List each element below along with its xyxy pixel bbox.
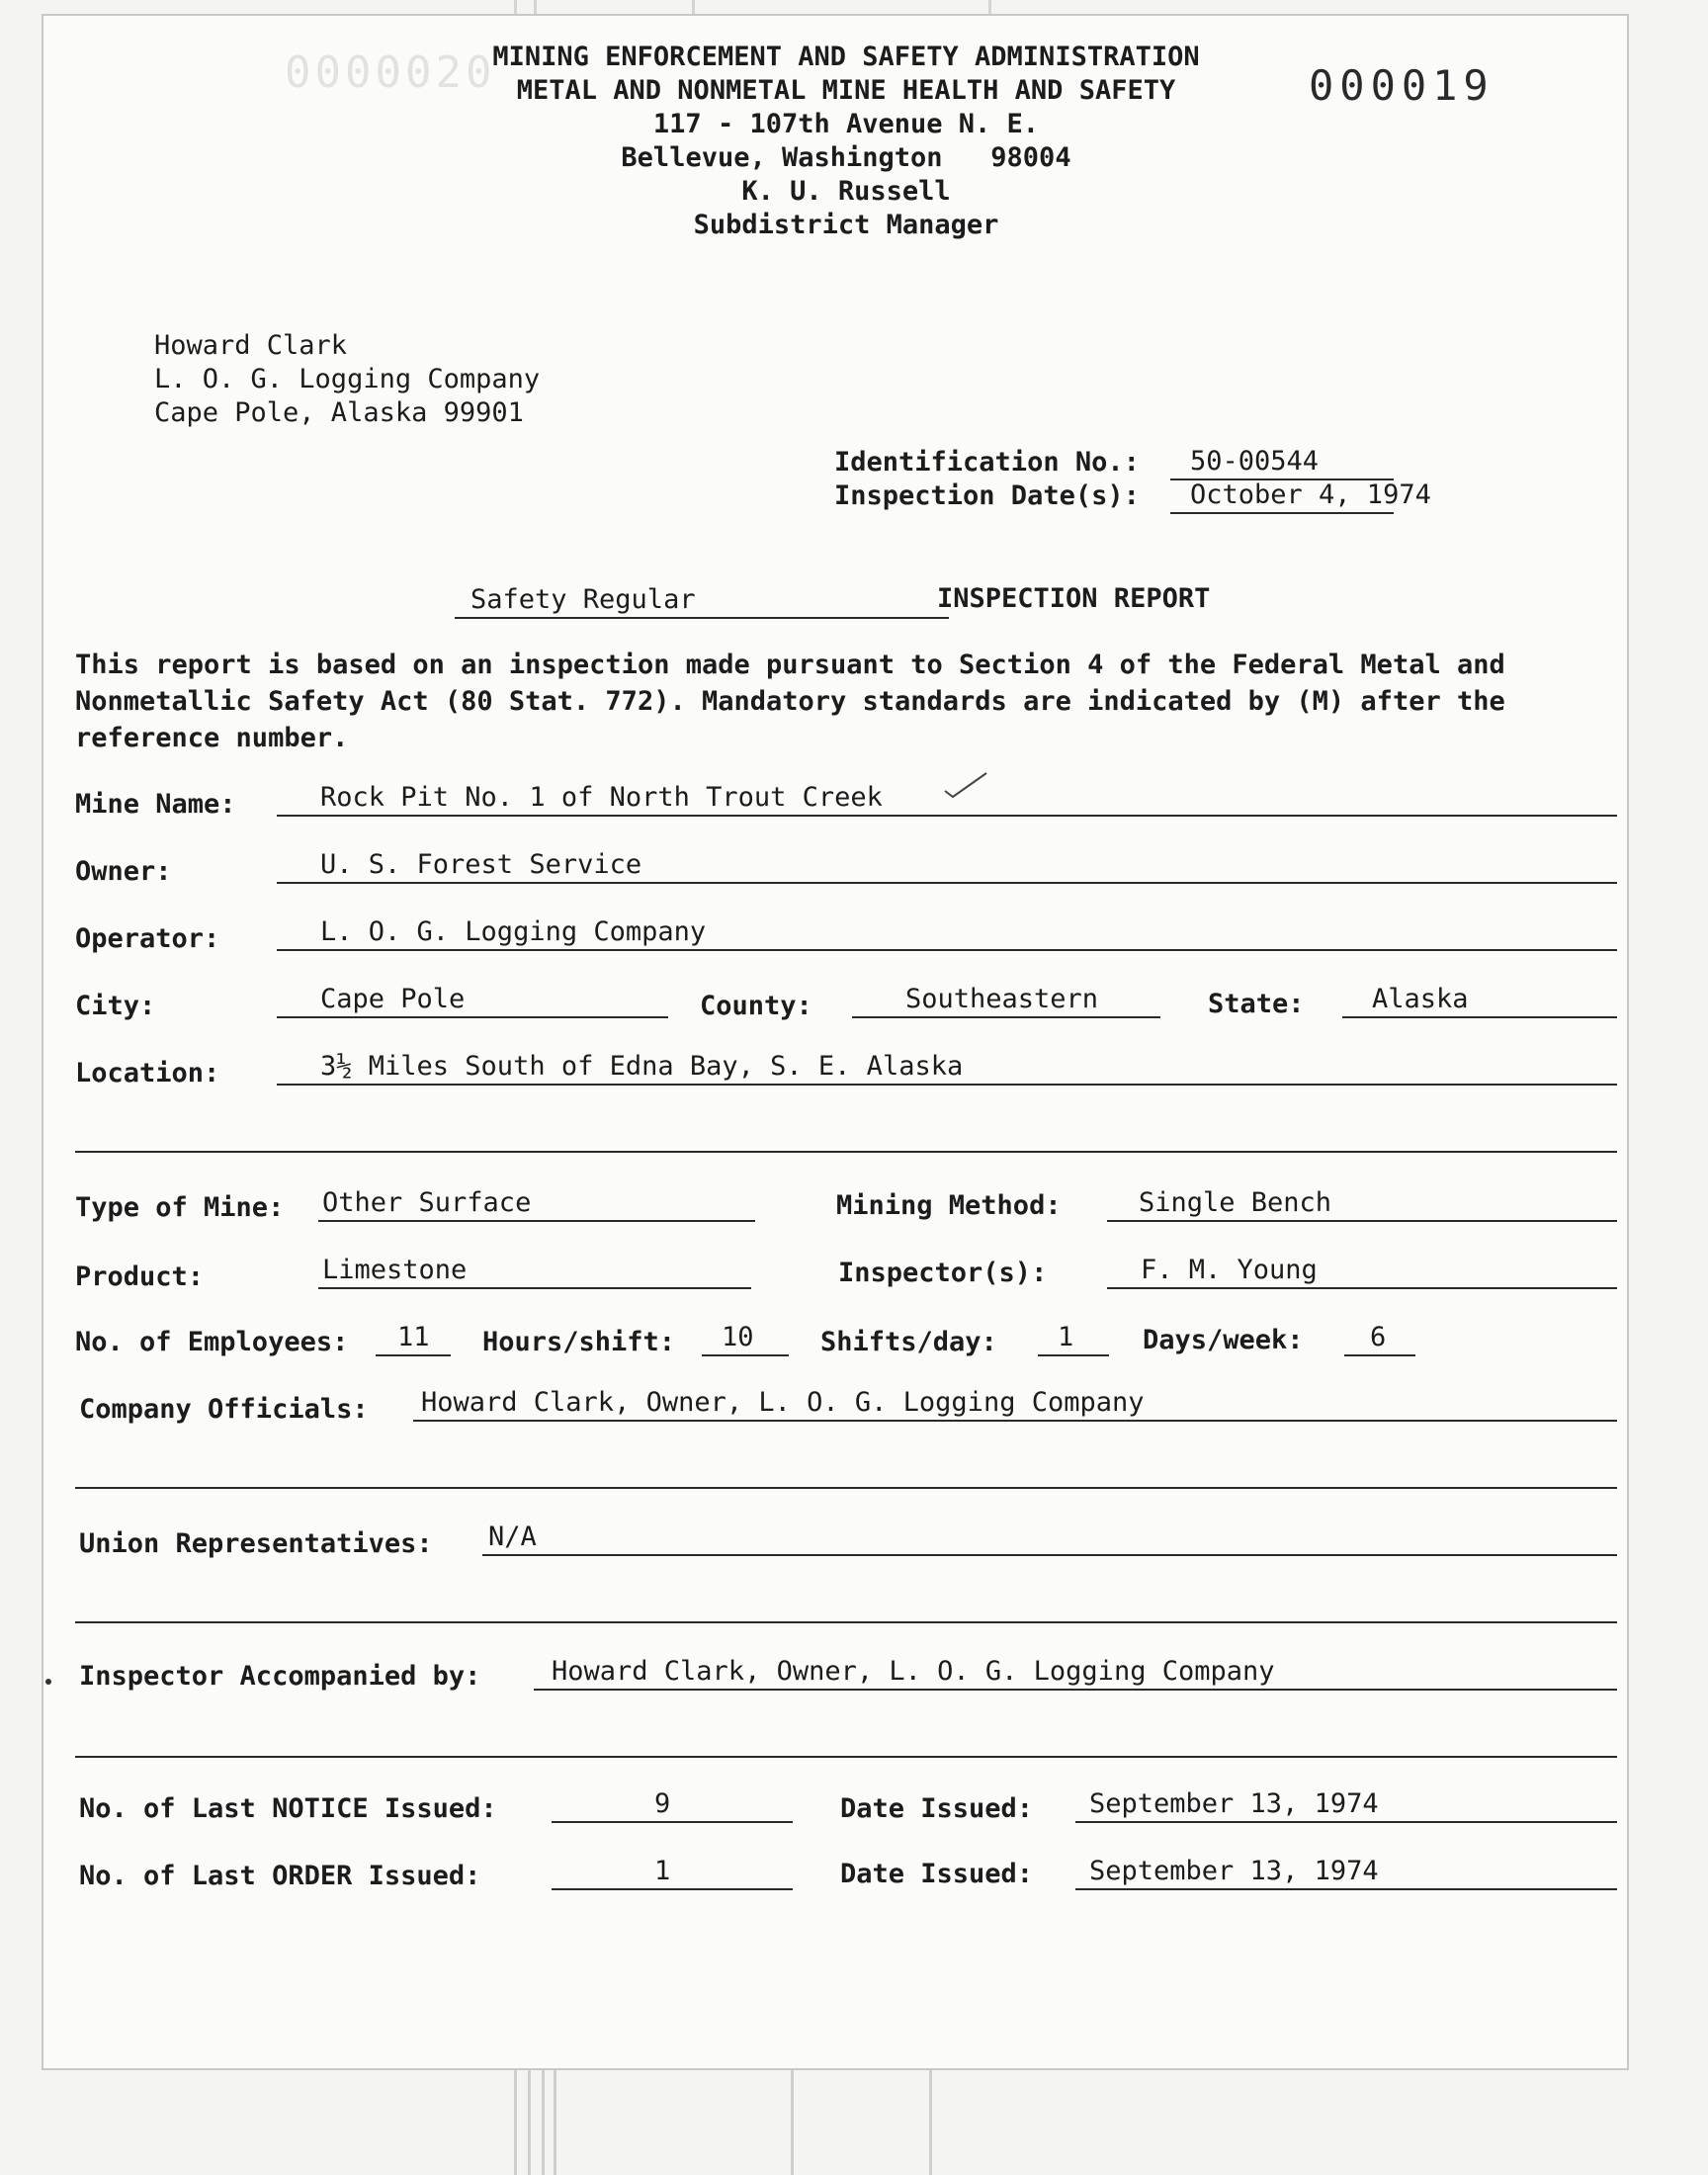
header-manager-title: Subdistrict Manager (693, 210, 999, 240)
last-notice-label: No. of Last NOTICE Issued: (79, 1793, 497, 1824)
state-label: State: (1208, 989, 1305, 1019)
company-officials-label: Company Officials: (79, 1394, 369, 1425)
location-field: 3½ Miles South of Edna Bay, S. E. Alaska (277, 1050, 1617, 1086)
order-date-issued-field: September 13, 1974 (1075, 1855, 1617, 1890)
type-of-mine-field: Other Surface (318, 1186, 755, 1222)
shifts-day-label: Shifts/day: (820, 1327, 997, 1357)
page-number-stamp: 000019 (1309, 61, 1494, 110)
margin-mark (45, 1679, 51, 1685)
bleed-through-number: 0000020 (285, 47, 496, 98)
inspector-accompanied-field: Howard Clark, Owner, L. O. G. Logging Company (534, 1655, 1617, 1691)
checkmark-icon (941, 769, 990, 803)
owner-field: U. S. Forest Service (277, 848, 1617, 884)
company-officials-field: Howard Clark, Owner, L. O. G. Logging Company (413, 1386, 1617, 1422)
union-representatives-field-continued (75, 1588, 1617, 1623)
operator-field: L. O. G. Logging Company (277, 915, 1617, 951)
header-city: Bellevue, Washington 98004 (621, 142, 1071, 173)
last-order-label: No. of Last ORDER Issued: (79, 1861, 481, 1891)
report-intro: This report is based on an inspection made pursuant to Section 4 of the Federal Metal and Nonmetallic Safety Act (80 Stat. 772). Mandatory standards are indicated by (M) after the reference number. (75, 650, 1505, 753)
order-date-issued-label: Date Issued: (840, 1859, 1034, 1889)
county-field: Southeastern (852, 983, 1160, 1018)
addressee-company: L. O. G. Logging Company (154, 364, 541, 394)
header-division: METAL AND NONMETAL MINE HEALTH AND SAFETY (516, 75, 1176, 106)
county-label: County: (700, 991, 812, 1021)
inspector-accompanied-label: Inspector Accompanied by: (79, 1661, 481, 1692)
union-representatives-label: Union Representatives: (79, 1528, 433, 1559)
city-field: Cape Pole (277, 983, 668, 1018)
header-agency: MINING ENFORCEMENT AND SAFETY ADMINISTRATION (492, 42, 1200, 72)
identification-field: 50-00544 (1170, 445, 1394, 480)
inspectors-field: F. M. Young (1107, 1254, 1617, 1289)
inspectors-label: Inspector(s): (838, 1258, 1048, 1288)
identification-label: Identification No.: (834, 447, 1140, 478)
employees-field: 11 (376, 1321, 451, 1356)
notice-date-issued-field: September 13, 1974 (1075, 1787, 1617, 1823)
inspection-date-field: October 4, 1974 (1170, 478, 1394, 514)
days-week-label: Days/week: (1143, 1325, 1304, 1355)
last-notice-field: 9 (552, 1787, 793, 1823)
report-title: INSPECTION REPORT (937, 583, 1211, 614)
location-label: Location: (75, 1058, 220, 1088)
mine-name-field: Rock Pit No. 1 of North Trout Creek (277, 781, 1617, 817)
operator-label: Operator: (75, 923, 220, 954)
owner-label: Owner: (75, 856, 172, 887)
header-street: 117 - 107th Avenue N. E. (652, 109, 1040, 139)
inspection-date-label: Inspection Date(s): (834, 480, 1140, 511)
union-representatives-field: N/A (482, 1521, 1617, 1556)
location-field-continued (75, 1117, 1617, 1153)
inspector-accompanied-field-continued (75, 1722, 1617, 1758)
mine-name-label: Mine Name: (75, 789, 236, 820)
mining-method-label: Mining Method: (836, 1190, 1062, 1221)
addressee-name: Howard Clark (154, 330, 348, 361)
header-manager-name: K. U. Russell (741, 176, 951, 207)
company-officials-field-continued (75, 1453, 1617, 1489)
city-label: City: (75, 991, 156, 1021)
shifts-day-field: 1 (1038, 1321, 1109, 1356)
product-field: Limestone (318, 1254, 751, 1289)
document-page (42, 14, 1629, 2070)
product-label: Product: (75, 1262, 205, 1292)
last-order-field: 1 (552, 1855, 793, 1890)
report-type-field: Safety Regular (455, 583, 949, 619)
hours-shift-field: 10 (702, 1321, 789, 1356)
days-week-field: 6 (1344, 1321, 1415, 1356)
type-of-mine-label: Type of Mine: (75, 1192, 285, 1223)
employees-label: No. of Employees: (75, 1327, 349, 1357)
state-field: Alaska (1342, 983, 1617, 1018)
mining-method-field: Single Bench (1107, 1186, 1617, 1222)
notice-date-issued-label: Date Issued: (840, 1793, 1034, 1824)
addressee-city: Cape Pole, Alaska 99901 (154, 397, 524, 428)
hours-shift-label: Hours/shift: (482, 1327, 676, 1357)
